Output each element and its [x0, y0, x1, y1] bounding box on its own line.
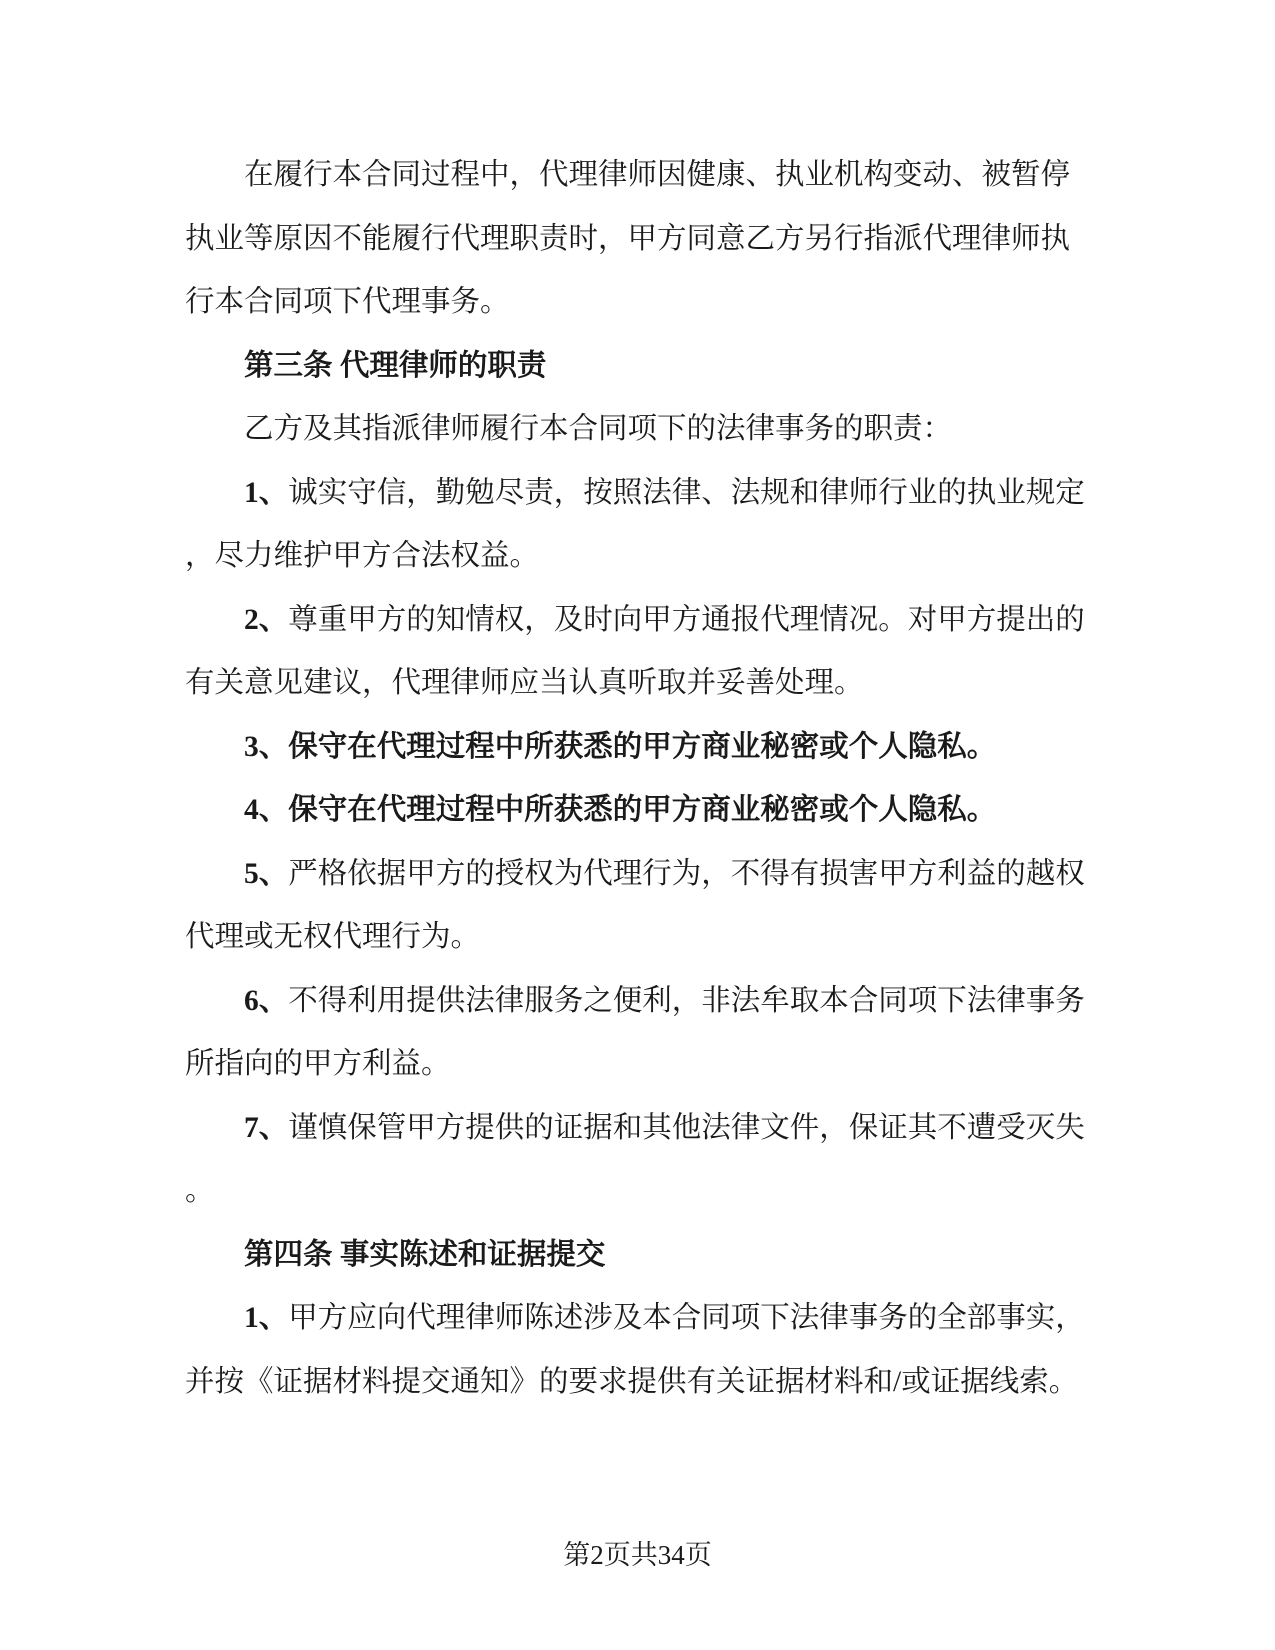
item-number: 1、: [244, 1302, 289, 1334]
paragraph-text: 在履行本合同过程中，代理律师因健康、执业机构变动、被暂停执业等原因不能履行代理职责时，甲方同意乙方另行指派代理律师执行本合同项下代理事务。: [185, 159, 1071, 318]
heading-text: 第三条 代理律师的职责: [244, 349, 547, 382]
item-number: 6、: [244, 984, 289, 1017]
page-number-label: 第2页共34页: [563, 1540, 712, 1570]
item-number: 1、: [244, 476, 289, 509]
clause-4-heading: [185, 1224, 1095, 1288]
clause-3-intro: [185, 398, 1095, 462]
clause-3-item-7: [185, 1097, 1095, 1224]
intro-paragraph: [185, 144, 1095, 335]
contract-body: [185, 144, 1095, 1414]
item-number: 7、: [244, 1111, 289, 1144]
item-text: 严格依据甲方的授权为代理行为，不得有损害甲方利益的越权代理或无权代理行为。: [185, 857, 1085, 953]
item-number: 3、: [244, 730, 289, 763]
item-text: 不得利用提供法律服务之便利，非法牟取本合同项下法律事务所指向的甲方利益。: [185, 984, 1085, 1080]
heading-text: 第四条 事实陈述和证据提交: [244, 1238, 606, 1271]
clause-3-item-2: [185, 589, 1095, 716]
paragraph-text: 乙方及其指派律师履行本合同项下的法律事务的职责：: [244, 413, 953, 445]
clause-3-item-6: [185, 970, 1095, 1097]
clause-4-item-1: [185, 1287, 1095, 1414]
item-number: 4、: [244, 794, 289, 826]
item-text: 保守在代理过程中所获悉的甲方商业秘密或个人隐私。: [288, 730, 997, 763]
item-text: 谨慎保管甲方提供的证据和其他法律文件，保证其不遭受灭失。: [185, 1111, 1085, 1207]
clause-3-item-4: [185, 779, 1095, 843]
item-text: 尊重甲方的知情权，及时向甲方通报代理情况。对甲方提出的有关意见建议，代理律师应当认真听取并妥善处理。: [185, 603, 1085, 699]
clause-3-item-5: [185, 843, 1095, 970]
item-text: 诚实守信，勤勉尽责，按照法律、法规和律师行业的执业规定，尽力维护甲方合法权益。: [185, 476, 1085, 572]
item-number: 5、: [244, 857, 289, 890]
page-number-footer: [0, 1540, 1275, 1570]
item-number: 2、: [244, 603, 289, 636]
item-text: 甲方应向代理律师陈述涉及本合同项下法律事务的全部事实，并按《证据材料提交通知》的要求提供有关证据材料和/或证据线索。: [185, 1302, 1085, 1398]
clause-3-item-1: [185, 462, 1095, 589]
clause-3-item-3: [185, 716, 1095, 780]
item-text: 保守在代理过程中所获悉的甲方商业秘密或个人隐私。: [288, 794, 997, 826]
clause-3-heading: [185, 335, 1095, 399]
